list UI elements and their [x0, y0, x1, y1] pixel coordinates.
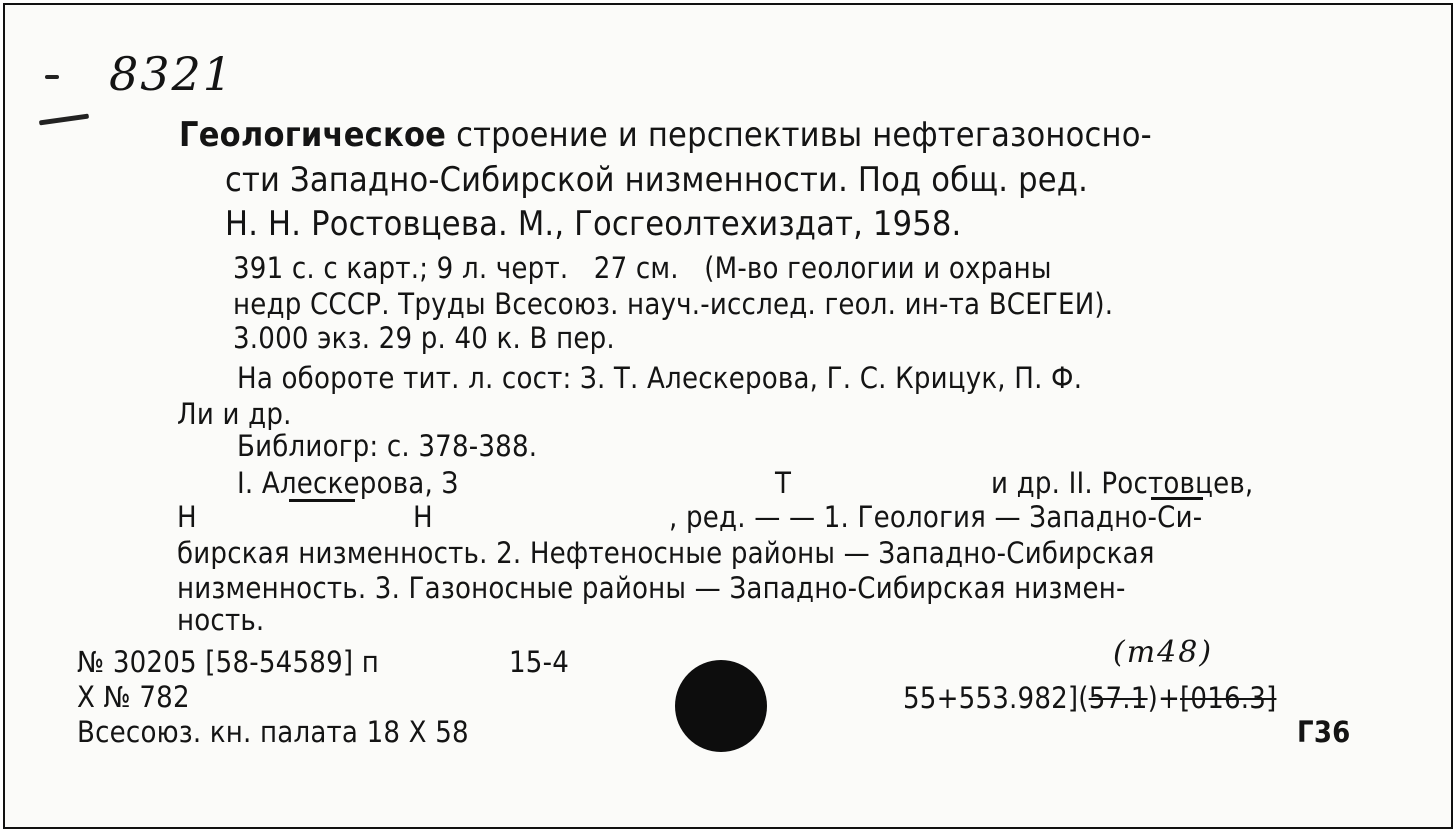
book-chamber-stamp: Всесоюз. кн. палата 18 X 58	[77, 715, 469, 749]
bibliography-note: Библиогр: с. 378-388.	[237, 429, 538, 463]
udc-main: +553.982](	[936, 681, 1089, 715]
udc-index	[903, 681, 1276, 715]
pencil-underline	[289, 499, 355, 502]
title-line-1	[179, 114, 1152, 156]
udc-middle: )+	[1147, 681, 1181, 715]
library-catalog-card	[3, 3, 1453, 829]
tracing-line-2c: , ред. — — 1. Геология — Западно-Си-	[669, 500, 1203, 534]
description-line-2: недр СССР. Труды Всесоюз. науч.-исслед. геол. ин-та ВСЕГЕИ).	[233, 287, 1114, 321]
title-line-2: сти Западно-Сибирской низменности. Под общ. ред.	[225, 160, 1089, 200]
tracing-line-1a: I. Алескерова, З	[237, 466, 459, 500]
classification-code: 15-4	[509, 645, 570, 679]
tracing-line-4: низменность. 3. Газоносные районы — Западно-Сибирская низмен-	[177, 571, 1126, 605]
handwritten-index: (т48)	[1113, 635, 1214, 670]
description-line-1: 391 с. с карт.; 9 л. черт. 27 см. (М-во геологии и охраны	[233, 251, 1052, 285]
note-line-2: Ли и др.	[177, 397, 292, 431]
ink-smudge-mark	[39, 114, 89, 126]
title-line-3: Н. Н. Ростовцева. М., Госгеолтехиздат, 1958.	[225, 204, 962, 244]
card-number: № 30205 [58-54589] п	[77, 645, 379, 679]
tracing-line-2a: Н	[177, 500, 197, 534]
note-line-1: На обороте тит. л. сост: З. Т. Алескерова, Г. С. Крицук, П. Ф.	[237, 361, 1083, 395]
udc-struck-code: [016.3]	[1180, 681, 1277, 715]
tracing-line-5: ность.	[177, 603, 265, 637]
tracing-line-1c: и др. II. Ростовцев,	[991, 466, 1254, 500]
punch-hole	[675, 660, 767, 752]
x-number: X № 782	[77, 680, 190, 714]
tracing-line-1b: Т	[775, 466, 792, 500]
shelf-code: Г36	[1297, 715, 1351, 749]
title-text: строение и перспективы нефтегазоносно-	[456, 115, 1152, 155]
udc-prefix: 55	[903, 681, 937, 715]
tracing-line-3: бирская низменность. 2. Нефтеносные районы — Западно-Сибирская	[177, 536, 1155, 570]
udc-struck-code: 57.1	[1088, 681, 1148, 715]
ink-smudge-mark	[45, 75, 59, 79]
title-lead-word: Геологическое	[179, 115, 447, 155]
handwritten-number: 8321	[109, 47, 235, 101]
description-line-3: 3.000 экз. 29 р. 40 к. В пер.	[233, 321, 615, 355]
tracing-line-2b: Н	[413, 500, 433, 534]
